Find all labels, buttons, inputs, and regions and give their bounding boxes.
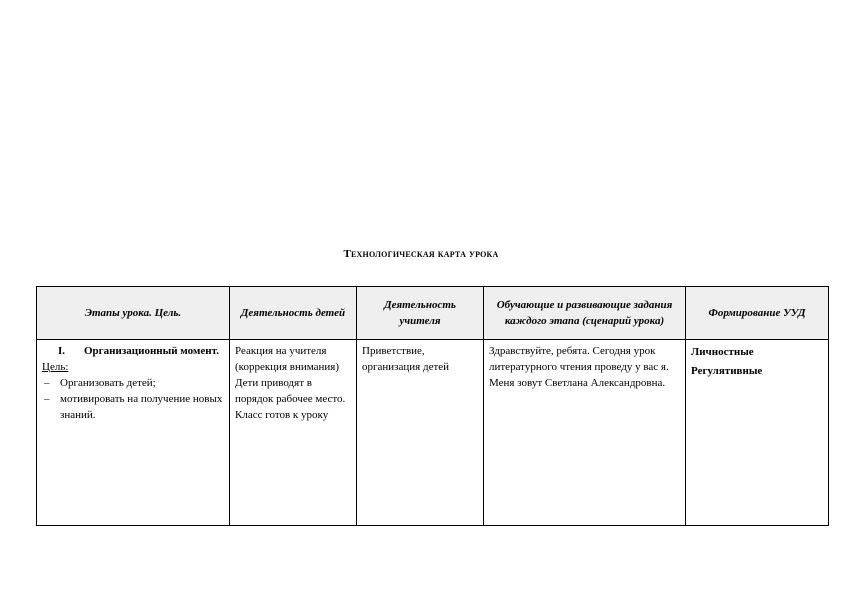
- tasks-cell: [484, 340, 686, 526]
- header-uud: Формирование УУД: [686, 287, 829, 340]
- uud-cell: [686, 340, 829, 526]
- uud-item: Регулятивные: [691, 365, 763, 377]
- table-row: [37, 340, 829, 526]
- goal-label: Цель:: [42, 361, 69, 373]
- children-activity-cell: [230, 340, 357, 526]
- header-stages: Этапы урока. Цель.: [37, 287, 230, 340]
- header-teacher-activity: Деятельность учителя: [357, 287, 484, 340]
- children-activity-line: Дети приводят в порядок рабочее место.: [235, 377, 346, 405]
- table-header-row: [37, 287, 829, 340]
- stage-number: I.: [58, 345, 66, 357]
- goal-item: – Организовать детей;: [42, 375, 224, 391]
- tasks-text: Здравствуйте, ребята. Сегодня урок литературного чтения проведу у вас я. Меня зовут Светлана Александровна.: [489, 345, 669, 389]
- document-title: Технологическая карта урока: [343, 248, 499, 260]
- stage-heading: [42, 343, 224, 359]
- stage-cell: [37, 340, 230, 526]
- teacher-activity-cell: [357, 340, 484, 526]
- children-activity-line: Реакция на учителя (коррекция внимания): [235, 345, 339, 373]
- goal-list: [42, 375, 224, 423]
- goal-item: – мотивировать на получение новых знаний.: [42, 391, 224, 423]
- header-tasks: Обучающие и развивающие задания каждого этапа (сценарий урока): [484, 287, 686, 340]
- children-activity-line: Класс готов к уроку: [235, 409, 329, 421]
- header-children-activity: Деятельность детей: [230, 287, 357, 340]
- teacher-activity-text: Приветствие, организация детей: [362, 345, 450, 373]
- stage-name: Организационный момент.: [84, 345, 219, 357]
- uud-item: Личностные: [691, 346, 754, 358]
- lesson-plan-table: [36, 286, 829, 526]
